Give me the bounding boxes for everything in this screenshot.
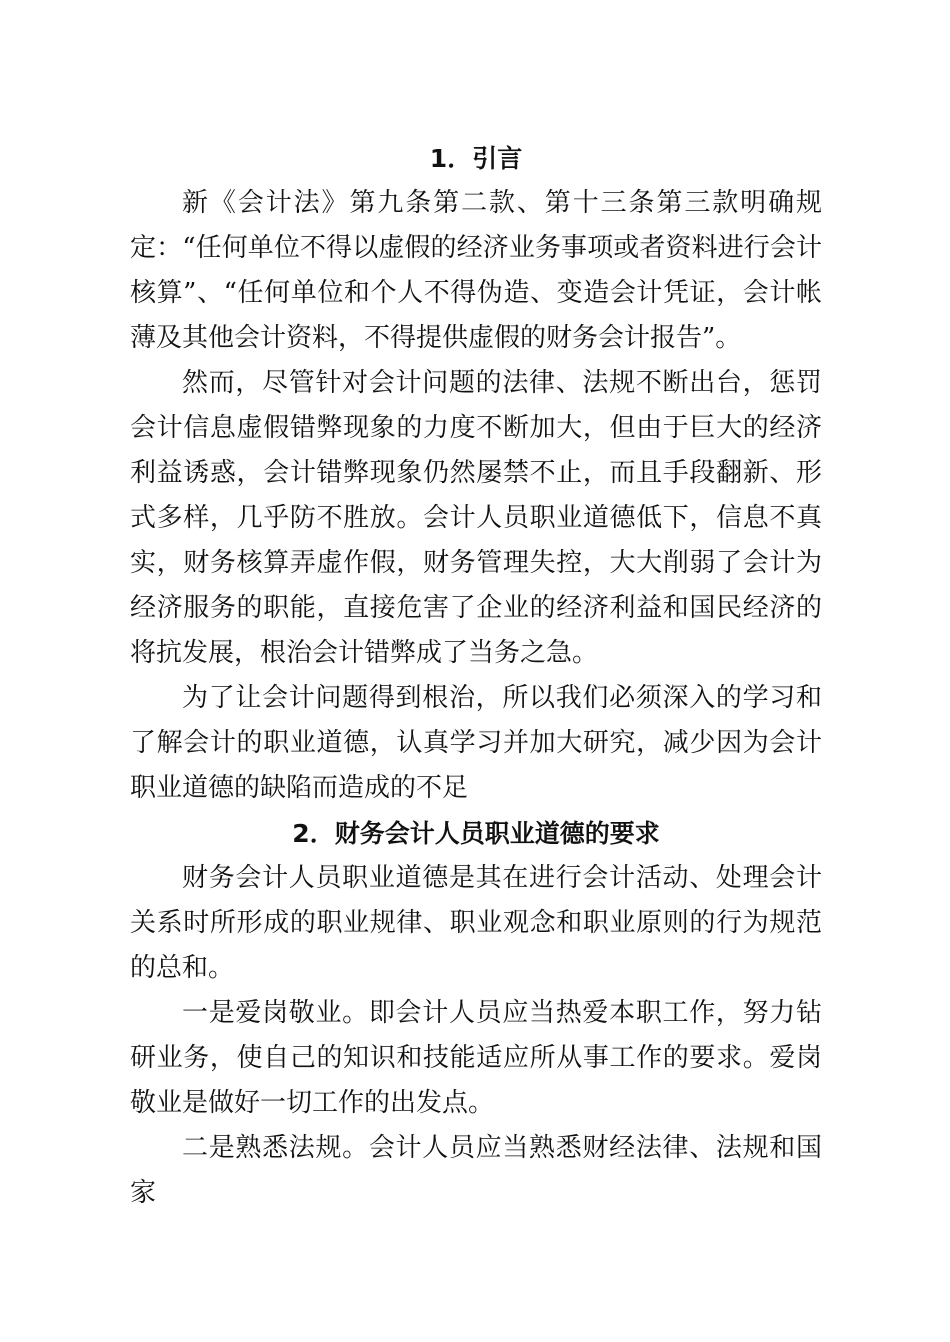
section-2-paragraph-2: 一是爱岗敬业。即会计人员应当热爱本职工作，努力钻研业务，使自己的知识和技能适应所从事工作的要求。爱岗敬业是做好一切工作的出发点。 (130, 998, 822, 1118)
section-2-paragraph-1: 财务会计人员职业道德是其在进行会计活动、处理会计关系时所形成的职业规律、职业观念和职业原则的行为规范的总和。 (130, 863, 822, 983)
section-2-paragraph-3: 二是熟悉法规。会计人员应当熟悉财经法律、法规和国家 (130, 1133, 822, 1208)
section-1-paragraph-2: 然而，尽管针对会计问题的法律、法规不断出台，惩罚会计信息虚假错弊现象的力度不断加大，但由于巨大的经济利益诱惑，会计错弊现象仍然屡禁不止，而且手段翻新、形式多样，几乎防不胜放。会计人员职业道德低下，信息不真实，财务核算弄虚作假，财务管理失控，大大削弱了会计为经济服务的职能，直接危害了企业的经济利益和国民经济的将抗发展，根治会计错弊成了当务之急。 (130, 368, 822, 668)
section-1-heading: 1．引言 (429, 144, 523, 173)
section-1-paragraph-3: 为了让会计问题得到根治，所以我们必须深入的学习和了解会计的职业道德，认真学习并加大研究，减少因为会计职业道德的缺陷而造成的不足 (130, 683, 822, 803)
document-body (130, 136, 822, 1216)
section-2-heading: 2．财务会计人员职业道德的要求 (292, 819, 660, 848)
section-1-paragraph-1: 新《会计法》第九条第二款、第十三条第三款明确规定：“任何单位不得以虚假的经济业务事项或者资料进行会计核算”、“任何单位和个人不得伪造、变造会计凭证，会计帐薄及其他会计资料，不得提供虚假的财务会计报告”。 (130, 188, 822, 353)
